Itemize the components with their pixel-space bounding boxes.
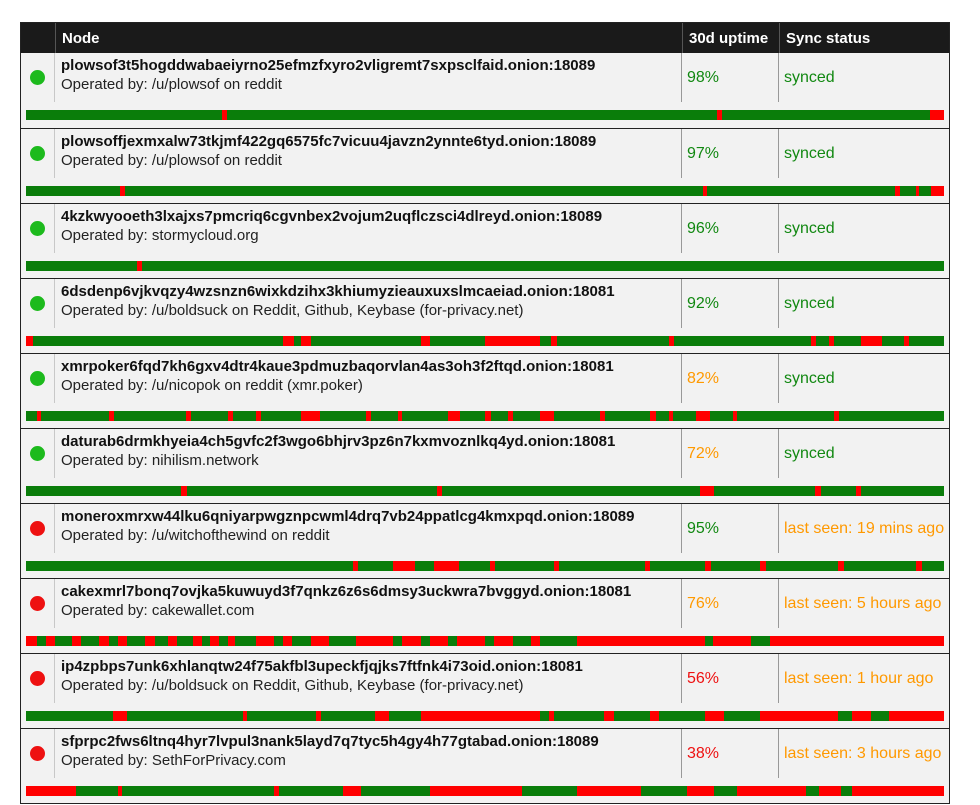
downtime-segment [26,786,76,796]
table-row [21,653,949,728]
table-header [21,23,949,53]
uptime-value: 92% [682,279,779,328]
downtime-segment [760,561,766,571]
node-operator: Operated by: nihilism.network [61,452,259,469]
downtime-segment [696,411,710,421]
downtime-segment [375,711,389,721]
sync-status: last seen: 5 hours ago [784,594,942,612]
node-cell [55,504,682,553]
node-operator: Operated by: /u/plowsof on reddit [61,76,282,93]
status-cell [21,654,55,703]
downtime-segment [669,411,674,421]
table-row [21,503,949,578]
downtime-segment [457,636,485,646]
downtime-segment [301,336,310,346]
node-operator: Operated by: /u/witchofthewind on reddit [61,527,330,544]
uptime-value: 76% [682,579,779,628]
downtime-segment [228,411,234,421]
downtime-segment [895,186,900,196]
downtime-segment [669,336,675,346]
downtime-segment [356,636,393,646]
uptime-bar [26,186,944,196]
node-address[interactable]: 6dsdenp6vjkvqzy4wzsnzn6wixkdzihx3khiumyzieauxuxslmcaeiad.onion:18081 [61,283,615,300]
downtime-segment [811,336,817,346]
node-address[interactable]: ip4zpbps7unk6xhlanqtw24f75akfbl3upeckfjqjks7ftfnk4i73oid.onion:18081 [61,658,583,675]
node-operator: Operated by: SethForPrivacy.com [61,752,286,769]
node-cell [55,354,682,403]
downtime-segment [222,110,228,120]
table-row [21,278,949,353]
online-status-icon [30,446,45,461]
online-status-icon [30,146,45,161]
node-operator: Operated by: /u/plowsof on reddit [61,152,282,169]
node-address[interactable]: moneroxmrxw44lku6qniyarpwgznpcwml4drq7vb24ppatlcg4kmxpqd.onion:18089 [61,508,635,525]
table-row [21,53,949,128]
downtime-segment [916,561,922,571]
downtime-segment [430,636,448,646]
downtime-segment [916,186,920,196]
node-operator: Operated by: /u/boldsuck on Reddit, Github, Keybase (for-privacy.net) [61,677,524,694]
downtime-segment [434,561,460,571]
uptime-value: 97% [682,129,779,178]
sync-status: last seen: 19 mins ago [784,519,945,537]
downtime-segment [366,411,372,421]
node-cell [55,579,682,628]
downtime-segment [577,786,641,796]
downtime-segment [856,486,862,496]
node-operator: Operated by: /u/boldsuck on Reddit, Github, Keybase (for-privacy.net) [61,302,524,319]
downtime-segment [118,786,123,796]
downtime-segment [650,411,656,421]
status-cell [21,729,55,778]
downtime-segment [705,711,723,721]
downtime-segment [531,636,540,646]
sync-status: synced [784,144,835,162]
sync-status: last seen: 1 hour ago [784,669,934,687]
node-address[interactable]: plowsoffjexmxalw73tkjmf422gq6575fc7vicuu4javzn2ynnte6tyd.onion:18089 [61,133,597,150]
downtime-segment [72,636,81,646]
uptime-value: 98% [682,53,779,102]
downtime-segment [650,711,659,721]
downtime-segment [645,561,651,571]
downtime-segment [210,636,219,646]
downtime-segment [402,636,420,646]
node-operator: Operated by: /u/nicopok on reddit (xmr.poker) [61,377,363,394]
sync-status: synced [784,369,835,387]
uptime-bar [26,336,944,346]
node-address[interactable]: sfprpc2fws6ltnq4hyr7lvpul3nank5layd7q7tyc5h4gy4h77gtabad.onion:18089 [61,733,599,750]
node-cell [55,429,682,478]
status-cell [21,429,55,478]
downtime-segment [703,186,708,196]
uptime-value: 38% [682,729,779,778]
node-cell [55,129,682,178]
node-cell [55,53,682,102]
downtime-segment [713,636,752,646]
downtime-segment [109,411,115,421]
downtime-segment [168,636,177,646]
downtime-segment [604,711,613,721]
downtime-segment [838,561,844,571]
node-address[interactable]: xmrpoker6fqd7kh6gxv4dtr4kaue3pdmuzbaqorvlan4as3oh3f2ftqd.onion:18081 [61,358,614,375]
downtime-segment [26,336,33,346]
downtime-segment [37,411,41,421]
downtime-segment [889,711,944,721]
downtime-segment [577,636,706,646]
table-row [21,203,949,278]
downtime-segment [819,786,841,796]
uptime-bar [26,561,944,571]
uptime-bar [26,636,944,646]
offline-status-icon [30,671,45,686]
status-cell [21,129,55,178]
downtime-segment [26,636,37,646]
sync-status: synced [784,294,835,312]
status-cell [21,504,55,553]
downtime-segment [99,636,108,646]
downtime-segment [120,186,126,196]
downtime-segment [353,561,359,571]
table-row [21,128,949,203]
node-cell [55,654,682,703]
downtime-segment [343,786,361,796]
node-address[interactable]: daturab6drmkhyeia4ch5gvfc2f3wgo6bhjrv3pz6n7kxmvoznlkq4yd.onion:18081 [61,433,616,450]
uptime-bar [26,786,944,796]
downtime-segment [437,486,442,496]
downtime-segment [490,561,496,571]
table-row [21,353,949,428]
uptime-value: 96% [682,204,779,253]
header-node: Node [55,23,682,53]
status-cell [21,579,55,628]
downtime-segment [852,711,870,721]
downtime-segment [421,711,540,721]
downtime-segment [448,411,460,421]
downtime-segment [145,636,154,646]
downtime-segment [852,786,944,796]
node-operator: Operated by: cakewallet.com [61,602,255,619]
node-address[interactable]: cakexmrl7bonq7ovjka5kuwuyd3f7qnkz6z6s6dmsy3uckwra7bvggyd.onion:18081 [61,583,632,600]
table-row [21,428,949,503]
downtime-segment [540,411,554,421]
uptime-bar [26,711,944,721]
downtime-segment [274,786,280,796]
node-cell [55,729,682,778]
online-status-icon [30,371,45,386]
online-status-icon [30,296,45,311]
downtime-segment [113,711,127,721]
downtime-segment [904,336,910,346]
header-status-column [21,23,55,53]
downtime-segment [687,786,715,796]
downtime-segment [393,561,415,571]
status-cell [21,279,55,328]
downtime-segment [770,636,944,646]
downtime-segment [549,711,554,721]
uptime-value: 95% [682,504,779,553]
downtime-segment [733,411,738,421]
uptime-bar [26,486,944,496]
downtime-segment [700,486,714,496]
downtime-segment [398,411,403,421]
uptime-bar [26,110,944,120]
downtime-segment [228,636,235,646]
table-row [21,578,949,653]
downtime-segment [930,110,944,120]
uptime-value: 56% [682,654,779,703]
downtime-segment [311,636,329,646]
sync-status: last seen: 3 hours ago [784,744,942,762]
downtime-segment [815,486,821,496]
downtime-segment [256,636,274,646]
downtime-segment [551,336,557,346]
header-sync-status: Sync status [779,23,949,53]
header-uptime: 30d uptime [682,23,779,53]
downtime-segment [737,786,806,796]
offline-status-icon [30,746,45,761]
downtime-segment [316,711,321,721]
downtime-segment [760,711,838,721]
downtime-segment [193,636,202,646]
downtime-segment [717,110,722,120]
node-address[interactable]: plowsof3t5hogddwabaeiyrno25efmzfxyro2vligremt7sxpsclfaid.onion:18089 [61,57,596,74]
uptime-bar [26,261,944,271]
sync-status: synced [784,219,835,237]
node-address[interactable]: 4kzkwyooeth3lxajxs7pmcriq6cgvnbex2vojum2uqflczsci4dlreyd.onion:18089 [61,208,603,225]
downtime-segment [554,561,560,571]
downtime-segment [256,411,262,421]
offline-status-icon [30,596,45,611]
downtime-segment [283,636,292,646]
downtime-segment [430,786,522,796]
sync-status: synced [784,68,835,86]
downtime-segment [283,336,294,346]
table-body [21,53,949,803]
downtime-segment [46,636,55,646]
downtime-segment [485,336,540,346]
downtime-segment [931,186,944,196]
online-status-icon [30,221,45,236]
downtime-segment [494,636,512,646]
online-status-icon [30,70,45,85]
node-operator: Operated by: stormycloud.org [61,227,259,244]
downtime-segment [829,336,834,346]
downtime-segment [186,411,192,421]
node-cell [55,204,682,253]
downtime-segment [705,561,711,571]
node-cell [55,279,682,328]
uptime-bar [26,411,944,421]
downtime-segment [243,711,248,721]
downtime-segment [421,336,430,346]
status-cell [21,354,55,403]
downtime-segment [861,336,881,346]
downtime-segment [600,411,606,421]
sync-status: synced [784,444,835,462]
uptime-value: 72% [682,429,779,478]
table-row [21,728,949,803]
uptime-value: 82% [682,354,779,403]
downtime-segment [834,411,840,421]
downtime-segment [137,261,142,271]
node-status-table [20,22,950,804]
status-cell [21,53,55,102]
status-cell [21,204,55,253]
downtime-segment [508,411,514,421]
downtime-segment [181,486,187,496]
downtime-segment [301,411,319,421]
offline-status-icon [30,521,45,536]
downtime-segment [485,411,491,421]
downtime-segment [118,636,127,646]
